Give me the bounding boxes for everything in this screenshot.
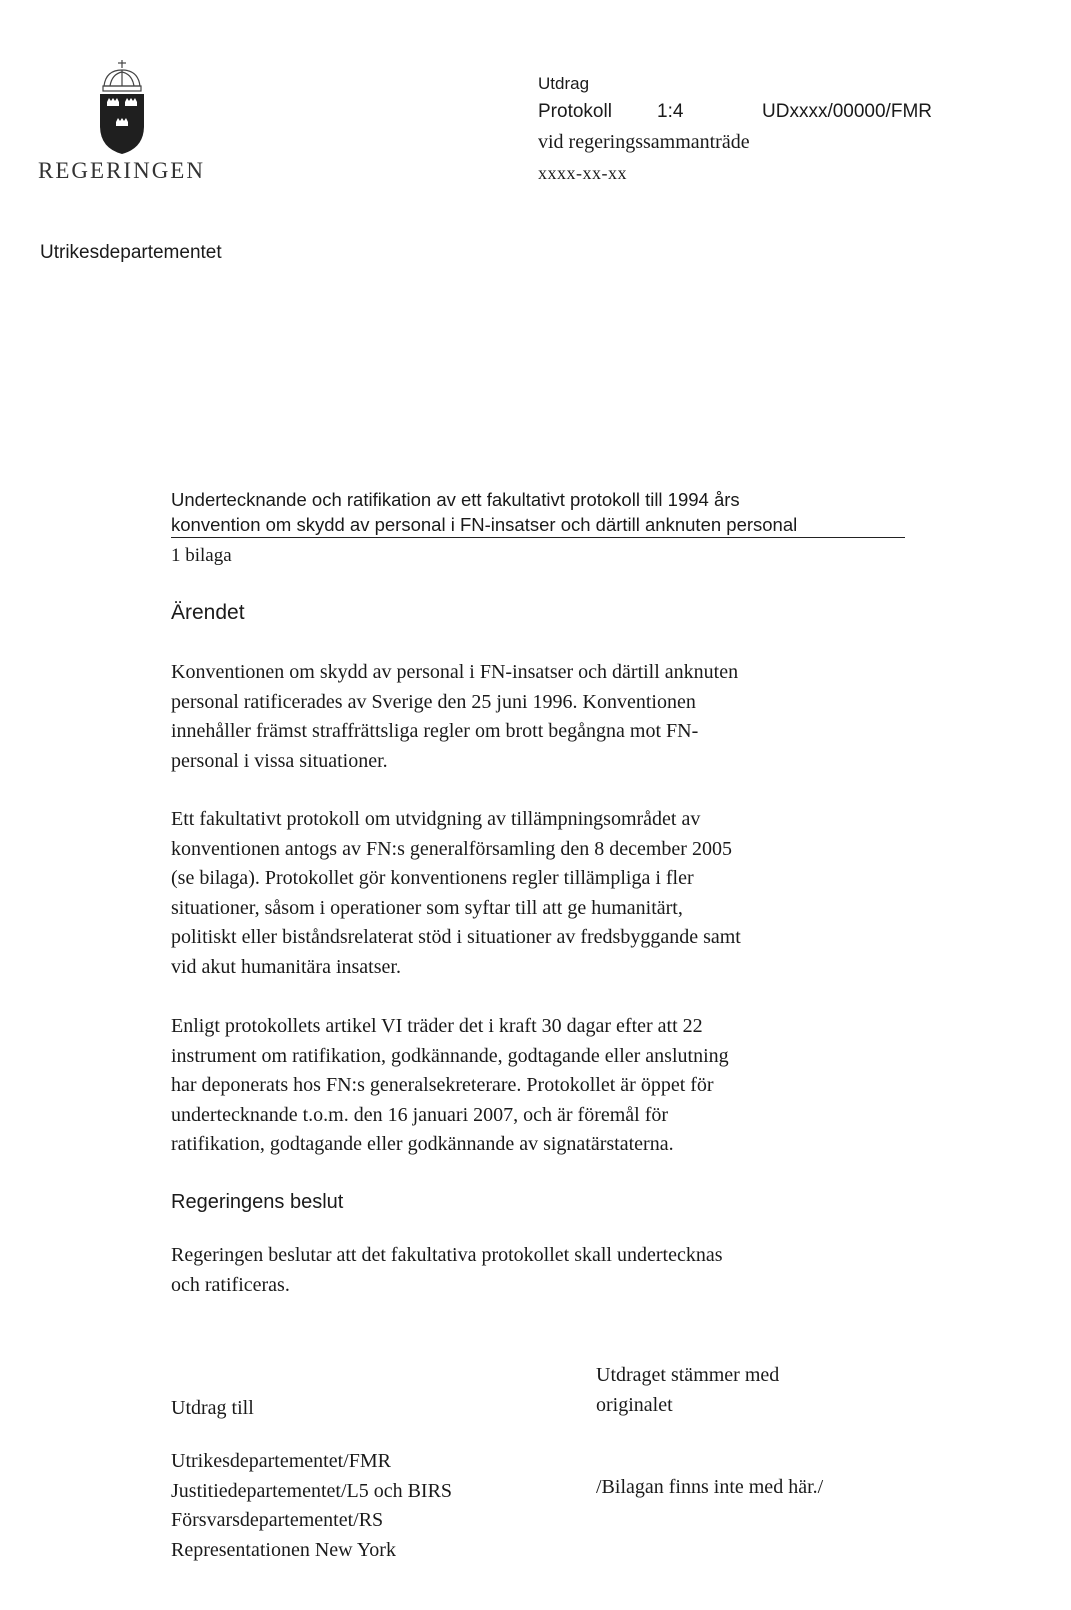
text-line: Konventionen om skydd av personal i FN-insatser och därtill anknuten <box>171 661 739 683</box>
text-line: originalet <box>596 1393 673 1416</box>
recipient-item: Utrikesdepartementet/FMR <box>171 1450 391 1472</box>
meeting-date: xxxx-xx-xx <box>538 163 627 183</box>
recipient-list <box>171 1447 452 1565</box>
section-heading-beslut: Regeringens beslut <box>171 1191 344 1213</box>
text-line: politiskt eller biståndsrelaterat stöd i situationer av fredsbyggande samt <box>171 926 741 948</box>
paragraph-protocol <box>171 805 871 982</box>
text-line: Utdraget stämmer med <box>596 1364 780 1386</box>
attachment-count: 1 bilaga <box>171 545 232 566</box>
text-line: och ratificeras. <box>171 1273 290 1296</box>
text-line: har deponerats hos FN:s generalsekreterare. Protokollet är öppet för <box>171 1074 714 1096</box>
attachment-note: /Bilagan finns inte med här./ <box>596 1476 824 1498</box>
text-line: vid akut humanitära insatser. <box>171 955 401 978</box>
swedish-crown-shield-emblem <box>92 58 152 156</box>
certification-text <box>596 1361 779 1420</box>
document-type: Utdrag <box>538 74 590 93</box>
paragraph-background <box>171 658 871 776</box>
logo-wordmark: REGERINGEN <box>38 158 205 183</box>
text-line: Enligt protokollets artikel VI träder det i kraft 30 dagar efter att 22 <box>171 1015 703 1037</box>
protocol-number: 1:4 <box>657 101 684 122</box>
protocol-label: Protokoll <box>538 101 612 122</box>
recipient-item: Justitiedepartementet/L5 och BIRS <box>171 1479 453 1502</box>
text-line: konventionen antogs av FN:s generalförsamling den 8 december 2005 <box>171 837 732 860</box>
recipient-item: Representationen New York <box>171 1538 396 1561</box>
department-name: Utrikesdepartementet <box>40 242 222 263</box>
text-line: ratifikation, godtagande eller godkännande av signatärstaterna. <box>171 1133 674 1155</box>
text-line: personal ratificerades av Sverige den 25 juni 1996. Konventionen <box>171 690 696 713</box>
text-line: innehåller främst straffrättsliga regler om brott begångna mot FN- <box>171 720 699 742</box>
subject-title <box>171 487 911 537</box>
text-line: (se bilaga). Protokollet gör konventionens regler tillämpliga i fler <box>171 867 694 889</box>
section-heading-arendet: Ärendet <box>171 601 245 624</box>
paragraph-decision <box>171 1241 871 1300</box>
text-line: instrument om ratifikation, godkännande, godtagande eller anslutning <box>171 1044 729 1067</box>
text-line: Ett fakultativt protokoll om utvidgning av tillämpningsområdet av <box>171 808 701 830</box>
subject-line: konvention om skydd av personal i FN-insatser och därtill anknuten personal <box>171 514 798 535</box>
government-logo <box>34 58 209 188</box>
meeting-label: vid regeringssammanträde <box>538 131 750 153</box>
subject-underline <box>171 537 905 538</box>
paragraph-entry-into-force <box>171 1012 871 1160</box>
recipient-item: Försvarsdepartementet/RS <box>171 1509 384 1531</box>
text-line: situationer, såsom i operationer som syftar till att ge humanitärt, <box>171 896 683 919</box>
subject-line: Undertecknande och ratifikation av ett fakultativt protokoll till 1994 års <box>171 489 740 510</box>
text-line: undertecknande t.o.m. den 16 januari 2007, och är föremål för <box>171 1103 669 1126</box>
distribution-label: Utdrag till <box>171 1397 254 1419</box>
text-line: Regeringen beslutar att det fakultativa protokollet skall undertecknas <box>171 1244 723 1266</box>
reference-number: UDxxxx/00000/FMR <box>762 101 932 122</box>
text-line: personal i vissa situationer. <box>171 749 388 772</box>
